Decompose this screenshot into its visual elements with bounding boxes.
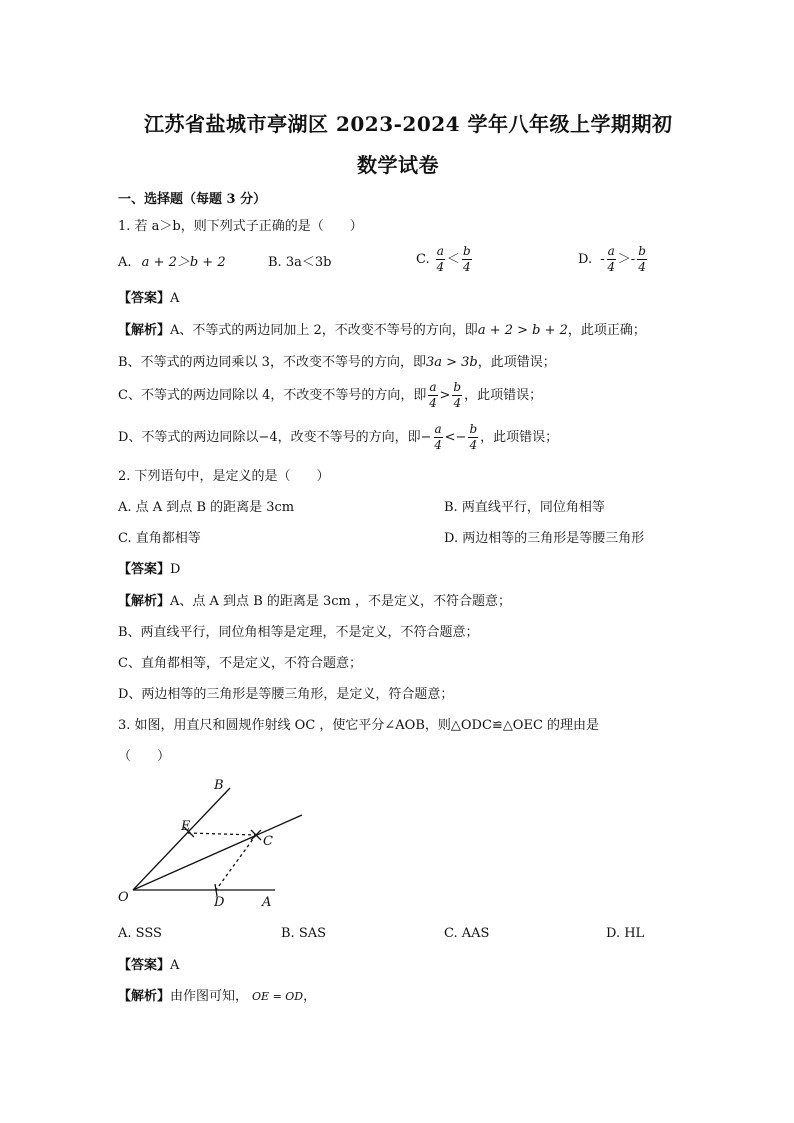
analysis-math: 3a > 3b [425,355,478,370]
q2-answer [118,561,180,579]
frac-den: 4 [638,260,646,274]
analysis-frac-b [452,380,462,411]
frac-den: 4 [469,438,478,452]
q1-option-c [416,244,474,275]
q1-analysis-line4 [118,422,558,453]
analysis-frac-a [434,422,443,453]
q1-option-d-frac-b [637,244,647,275]
q2-option-b: B. 两直线平行，同位角相等 [444,500,605,515]
exam-title-line2: 数学试卷 [357,153,439,177]
frac-num: b [469,422,478,436]
q3-option-a: A. SSS [118,926,162,941]
q2-analysis-line1 [118,593,511,611]
frac-num: a [429,380,437,394]
analysis-text: B、不等式的两边同乘以 3，不改变不等号的方向，即 [118,355,426,370]
frac-num: a [434,422,442,436]
analysis-label: 【解析】 [118,594,171,609]
q3-analysis-line1 [118,988,316,1006]
q2-option-d: D. 两边相等的三角形是等腰三角形 [444,531,645,546]
q3-stem-line2: （ ） [118,749,171,764]
exam-title-line1: 江苏省盐城市亭湖区 2023-2024 学年八年级上学期期初 [144,112,673,136]
section-heading: 一、选择题（每题 3 分） [118,192,267,207]
q2-option-a: A. 点 A 到点 B 的距离是 3cm [118,500,295,515]
analysis-text: 由作图可知， [170,989,249,1004]
analysis-frac-b [468,422,478,453]
q1-stem: 1. 若 a＞b，则下列式子正确的是（ ） [118,219,363,234]
q1-option-d-frac-a [607,244,616,275]
q1-analysis-line1 [118,322,646,340]
ray-ob [133,788,230,890]
frac-den: 4 [462,260,471,274]
label-d: D [214,895,225,910]
frac-den: 4 [429,396,437,410]
frac-num: b [462,244,471,258]
q2-analysis-line3: C、直角都相等，不是定义，不符合题意； [118,656,362,671]
analysis-rel: <− [444,430,467,445]
analysis-label: 【解析】 [118,323,171,338]
q1-option-b: B. 3a＜3b [268,255,332,270]
frac-num: b [453,380,462,394]
analysis-text: A、不等式的两边同加上 2，不改变不等号的方向，即 [170,323,478,338]
q1-option-c-rel: ＜ [446,252,460,267]
q2-stem: 2. 下列语句中，是定义的是（ ） [118,469,330,484]
answer-label: 【答案】 [118,958,171,973]
analysis-math: a + 2 > b + 2 [477,323,568,338]
analysis-label: 【解析】 [118,989,171,1004]
analysis-text: ，此项正确； [567,323,646,338]
q1-option-c-frac-a [436,244,445,275]
label-o: O [118,890,129,905]
ray-oc [133,815,302,890]
q1-option-a [118,254,226,272]
label-c: C [263,834,273,849]
frac-num: b [638,244,646,258]
q1-option-c-frac-b [462,244,472,275]
analysis-text: A、点 A 到点 B 的距离是 3cm ，不是定义，不符合题意； [170,594,512,609]
frac-den: 4 [607,260,616,274]
frac-den: 4 [436,260,445,274]
analysis-text: C、不等式的两边同除以 4，不改变不等号的方向，即 [118,388,427,403]
label-a: A [262,895,272,910]
frac-den: 4 [434,438,442,452]
answer-value: A [170,958,180,973]
segment-ec [188,833,256,835]
frac-den: 4 [453,396,462,410]
segment-dc [216,835,256,890]
analysis-rel: > [439,388,451,403]
q1-option-c-label: C. [416,252,430,267]
q2-analysis-line2: B、两直线平行，同位角相等是定理，不是定义，不符合题意； [118,625,479,640]
analysis-text: D、不等式的两边同除以−4，改变不等号的方向，即 [118,430,421,445]
answer-value: A [170,291,180,306]
analysis-text: ，此项错误； [480,430,559,445]
analysis-math: OE = OD [252,990,304,1003]
frac-num: a [607,244,615,258]
answer-label: 【答案】 [118,291,171,306]
q1-analysis-line2 [118,354,556,372]
q1-answer [118,290,179,308]
q3-option-c: C. AAS [444,926,490,941]
q3-option-d: D. HL [606,926,645,941]
label-b: B [214,778,224,793]
q1-option-a-label: A. [118,255,132,270]
q1-option-d-rel: ＞- [617,252,636,267]
analysis-text: ，此项错误； [477,355,556,370]
analysis-minus: − [420,430,432,445]
q3-option-b: B. SAS [281,926,327,941]
q1-analysis-line3 [118,380,542,411]
frac-num: a [436,244,444,258]
angle-bisector-figure [110,772,320,912]
q1-option-d-label: D. [578,252,593,267]
analysis-text: ，此项错误； [464,388,543,403]
q1-option-d: D. - $\frac{a}{4}$ ＞- $\frac{b}{4}$ [578,244,646,274]
analysis-text: ， [303,989,317,1004]
q2-analysis-line4: D、两边相等的三角形是等腰三角形，是定义，符合题意； [118,687,454,702]
label-e: E [181,819,191,834]
answer-value: D [170,562,181,577]
q1-option-a-expr: a + 2＞b + 2 [141,255,226,270]
analysis-frac-a [428,380,437,411]
q3-answer [118,957,179,975]
q2-option-c: C. 直角都相等 [118,531,201,546]
answer-label: 【答案】 [118,562,171,577]
q3-stem-line1: 3. 如图，用直尺和圆规作射线 OC ，使它平分∠AOB，则△ODC≌△OEC 的理由是 [118,718,600,733]
